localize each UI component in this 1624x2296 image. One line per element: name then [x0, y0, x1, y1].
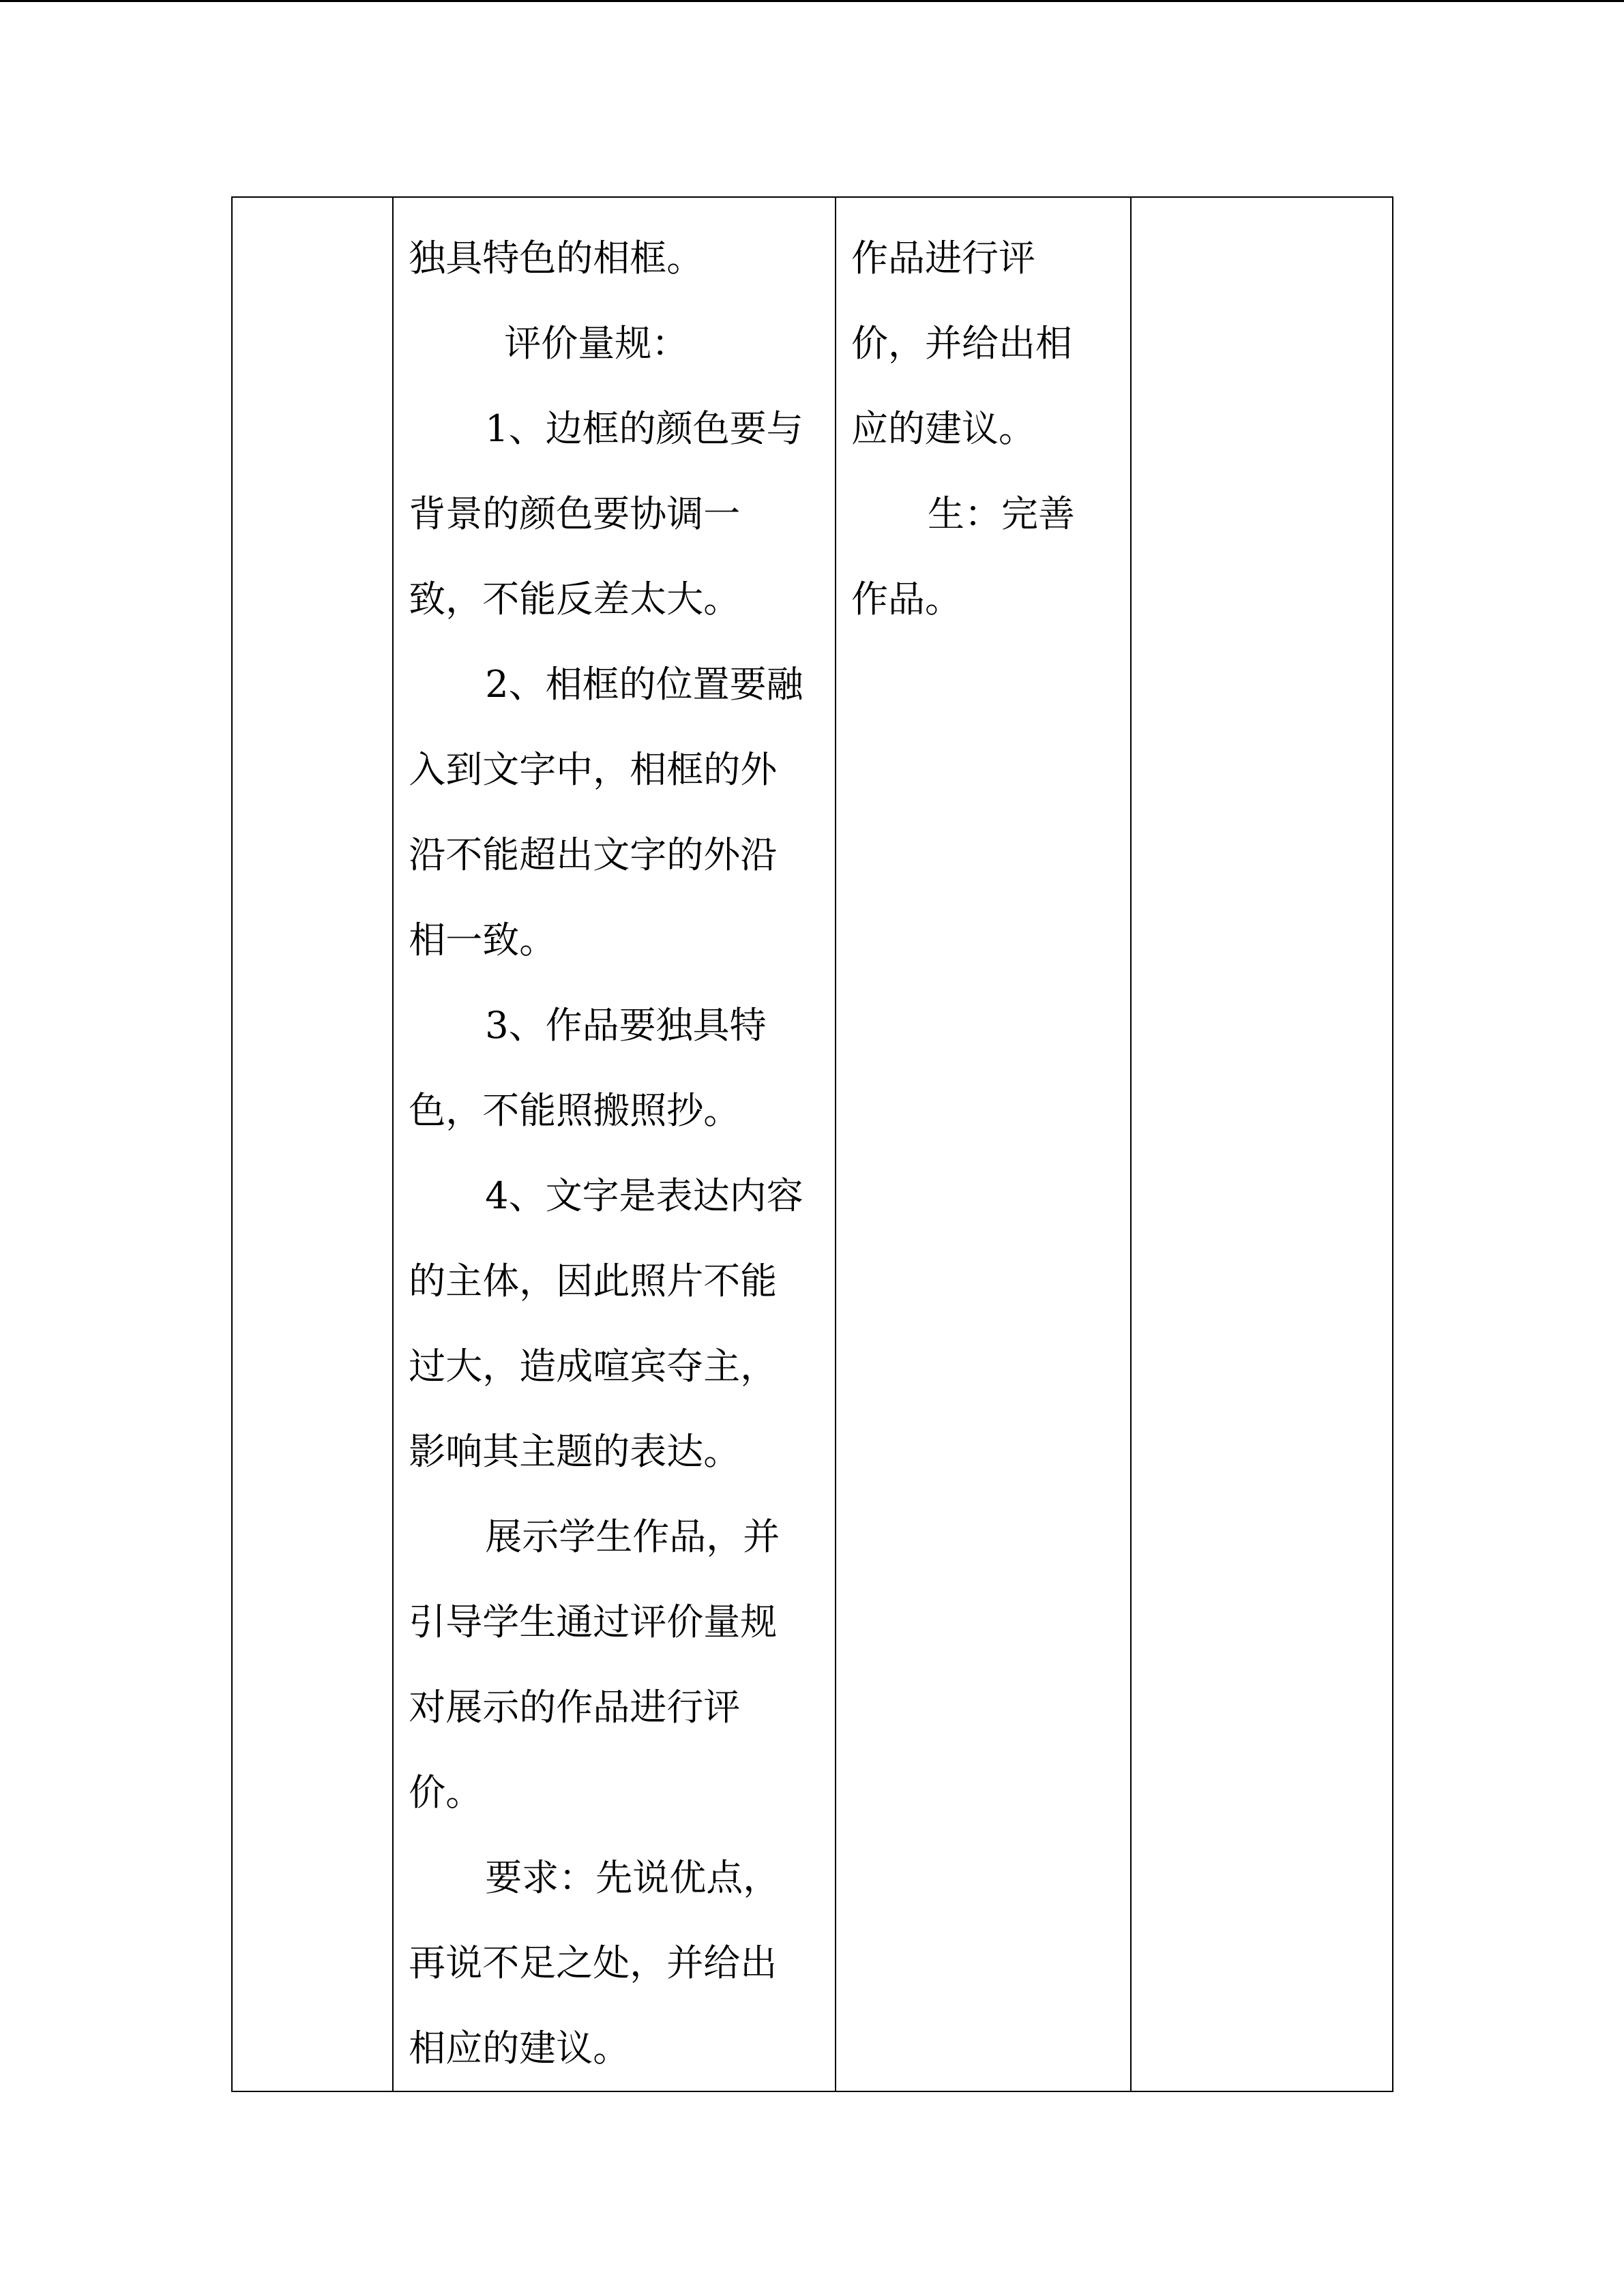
text-line: 展示学生作品，并 — [485, 1515, 780, 1558]
table-cell-teacher-activity — [393, 197, 836, 2091]
text-line: 的主体，因此照片不能 — [409, 1259, 778, 1302]
text-line: 相应的建议。 — [409, 2027, 630, 2070]
text-line: 入到文字中，相框的外 — [409, 748, 778, 791]
table-cell-empty-left — [232, 197, 393, 2091]
text-line: 再说不足之处，并给出 — [409, 1941, 778, 1984]
text-line: 评价量规： — [504, 322, 689, 365]
text-line: 要求：先说优点， — [485, 1856, 780, 1899]
text-line: 对展示的作品进行评 — [409, 1686, 741, 1729]
text-line: 沿不能超出文字的外沿 — [409, 833, 778, 876]
text-line: 1、边框的颜色要与 — [485, 407, 803, 450]
text-line: 应的建议。 — [851, 407, 1036, 450]
table-row — [232, 197, 1393, 2091]
text-line: 价。 — [409, 1771, 483, 1814]
text-line: 价，并给出相 — [851, 322, 1073, 365]
table-cell-empty-right — [1131, 197, 1393, 2091]
text-line: 2、相框的位置要融 — [485, 663, 803, 706]
text-line: 背景的颜色要协调一 — [409, 492, 741, 535]
text-line: 致，不能反差太大。 — [409, 578, 741, 621]
text-line: 引导学生通过评价量规 — [409, 1600, 778, 1643]
text-line: 3、作品要独具特 — [485, 1004, 767, 1047]
text-line: 相一致。 — [409, 919, 557, 961]
text-line: 生：完善 — [928, 492, 1076, 535]
text-line: 4、文字是表达内容 — [485, 1174, 803, 1217]
text-line: 独具特色的相框。 — [409, 237, 704, 280]
text-line: 作品。 — [851, 578, 962, 621]
text-line: 作品进行评 — [851, 237, 1036, 280]
lesson-plan-table — [231, 196, 1393, 2092]
table-cell-student-activity — [836, 197, 1131, 2091]
page-top-border — [0, 0, 1624, 2]
text-line: 过大，造成喧宾夺主， — [409, 1345, 778, 1388]
text-line: 色，不能照搬照抄。 — [409, 1089, 741, 1132]
text-line: 影响其主题的表达。 — [409, 1430, 741, 1473]
